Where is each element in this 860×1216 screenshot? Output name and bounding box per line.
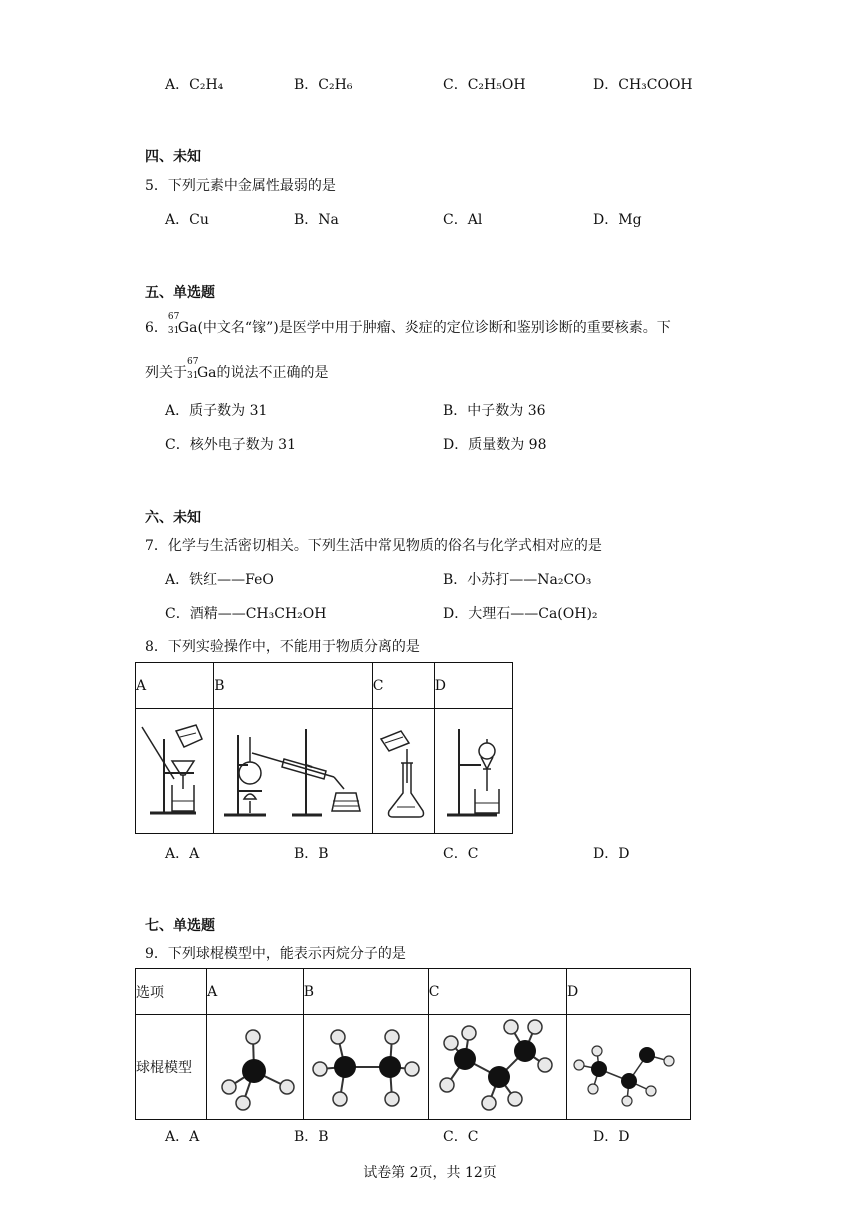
section-heading-4: 四、未知 [145,149,201,165]
q5-stem: 5．下列元素中金属性最弱的是 [145,178,336,194]
q7-option-b: B．小苏打——Na₂CO₃ [443,572,592,588]
q9-model-cell-d [566,1015,690,1120]
q8-image-cell-c [372,709,434,834]
filtration-apparatus-icon [136,709,212,829]
section-heading-7: 七、单选题 [145,918,215,934]
q9-header-a: A [207,969,304,1015]
q8-header-a: A [136,663,214,709]
q4-option-d: D．CH₃COOH [593,77,693,93]
q9-header-c: C [428,969,566,1015]
q9-option-c: C．C [443,1129,479,1145]
q6-option-c: C．核外电子数为 31 [165,437,296,453]
q9-header-b: B [303,969,428,1015]
section-heading-5: 五、单选题 [145,285,215,301]
q6-option-b: B．中子数为 36 [443,403,546,419]
q8-header-d: D [434,663,512,709]
q8-stem: 8．下列实验操作中，不能用于物质分离的是 [145,639,420,655]
q5-option-d: D．Mg [593,212,642,228]
q8-image-cell-a [136,709,214,834]
isotope-notation: 67 31 [167,312,180,336]
q9-stem: 9．下列球棍模型中，能表示丙烷分子的是 [145,946,406,962]
q4-option-c: C．C₂H₅OH [443,77,526,93]
q8-image-cell-b [214,709,373,834]
q8-image-cell-d [434,709,512,834]
q9-option-d: D．D [593,1129,630,1145]
distillation-apparatus-icon [214,709,369,829]
q6-option-d: D．质量数为 98 [443,437,547,453]
q8-option-a: A．A [165,846,200,862]
q8-option-c: C．C [443,846,479,862]
q9-model-cell-b [303,1015,428,1120]
q9-model-cell-c [428,1015,566,1120]
q8-option-d: D．D [593,846,630,862]
q4-option-a: A．C₂H₄ [165,77,224,93]
q8-apparatus-table [135,662,513,834]
q5-option-b: B．Na [294,212,339,228]
page-footer: 试卷第 2页，共 12页 [363,1165,497,1181]
q9-model-table [135,968,691,1120]
q9-header-d: D [566,969,690,1015]
q7-option-c: C．酒精——CH₃CH₂OH [165,606,327,622]
q9-row-label: 球棍模型 [136,1015,207,1120]
propane-compact-ball-stick-icon [567,1015,688,1115]
q6-stem: 6． 67 31 Ga(中文名“镓”)是医学中用于肿瘤、炎症的定位诊断和鉴别诊断的重要核素。下 [145,312,671,336]
q9-option-a: A．A [165,1129,200,1145]
q7-stem: 7．化学与生活密切相关。下列生活中常见物质的俗名与化学式相对应的是 [145,538,602,554]
q7-option-d: D．大理石——Ca(OH)₂ [443,606,598,622]
q8-option-b: B．B [294,846,329,862]
ethane-ball-stick-icon [304,1015,426,1115]
methane-ball-stick-icon [207,1015,301,1115]
q9-model-cell-a [207,1015,304,1120]
separatory-funnel-icon [435,709,511,829]
q5-option-a: A．Cu [165,212,209,228]
q9-header-label: 选项 [136,969,207,1015]
isotope-notation: 67 31 [187,357,199,381]
q6-stem-line2: 列关于 67 31 Ga的说法不正确的是 [145,357,329,381]
volumetric-flask-icon [373,709,433,829]
propane-ball-stick-icon [429,1015,564,1115]
section-heading-6: 六、未知 [145,510,201,526]
q8-header-b: B [214,663,373,709]
q5-option-c: C．Al [443,212,483,228]
q7-option-a: A．铁红——FeO [165,572,274,588]
q9-option-b: B．B [294,1129,329,1145]
q4-option-b: B．C₂H₆ [294,77,353,93]
q6-option-a: A．质子数为 31 [165,403,268,419]
q8-header-c: C [372,663,434,709]
